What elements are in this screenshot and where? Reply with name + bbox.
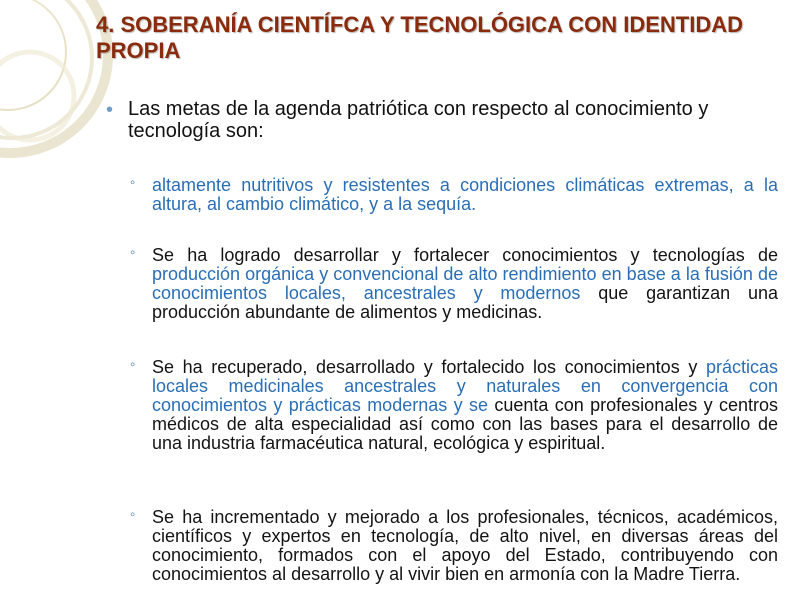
list-item-text	[152, 246, 778, 322]
hollow-circle-bullet-icon: ◦	[130, 356, 136, 373]
list-item	[130, 246, 778, 322]
slide-title: 4. SOBERANÍA CIENTÍFCA Y TECNOLÓGICA CON IDENTIDAD PROPIA	[96, 12, 744, 63]
decor-ring-outer	[0, 0, 108, 153]
hollow-circle-bullet-icon: ◦	[130, 244, 136, 261]
plain-text: Se ha incrementado y mejorado a los profesionales, técnicos, académicos, científicos y expertos en tecnología, de alto nivel, en diversas áreas del conocimiento, formados con el apoyo del Estado, contribuyendo con conocimientos al desarrollo y al vivir bien en armonía con la Madre Tierra.	[152, 507, 778, 584]
intro-bullet	[106, 98, 778, 142]
decor-ring-middle	[0, 0, 92, 138]
list-item-text	[152, 176, 778, 214]
plain-text: que garantizan una producción abundante de alimentos y medicinas.	[152, 283, 778, 322]
list-item	[130, 358, 778, 453]
list-item-text	[152, 358, 778, 453]
hollow-circle-bullet-icon: ◦	[130, 506, 136, 523]
bullet-dot-icon: •	[106, 99, 114, 121]
decor-ring-small	[0, 52, 74, 140]
highlighted-text: producción orgánica y convencional de alto rendimiento en base a la fusión de conocimientos locales, ancestrales y modernos	[152, 264, 778, 303]
list-item	[130, 176, 778, 214]
highlighted-text: altamente nutritivos y resistentes a condiciones climáticas extremas, a la altura, al cambio climático, y a la sequía.	[152, 175, 778, 214]
plain-text: cuenta con profesionales y centros médicos de alta especialidad así como con las bases para el desarrollo de una industria farmacéutica natural, ecológica y espiritual.	[152, 395, 778, 453]
list-item-text	[152, 508, 778, 584]
plain-text: Se ha recuperado, desarrollado y fortalecido los conocimientos y	[152, 357, 706, 377]
decor-ring-inner	[0, 0, 66, 110]
hollow-circle-bullet-icon: ◦	[130, 174, 136, 191]
intro-text: Las metas de la agenda patriótica con respecto al conocimiento y tecnología son:	[128, 98, 709, 142]
list-item	[130, 508, 778, 584]
plain-text: Se ha logrado desarrollar y fortalecer conocimientos y tecnologías de	[152, 245, 778, 265]
highlighted-text: prácticas locales medicinales ancestrales y naturales en convergencia con conocimientos y prácticas modernas y se	[152, 357, 778, 415]
